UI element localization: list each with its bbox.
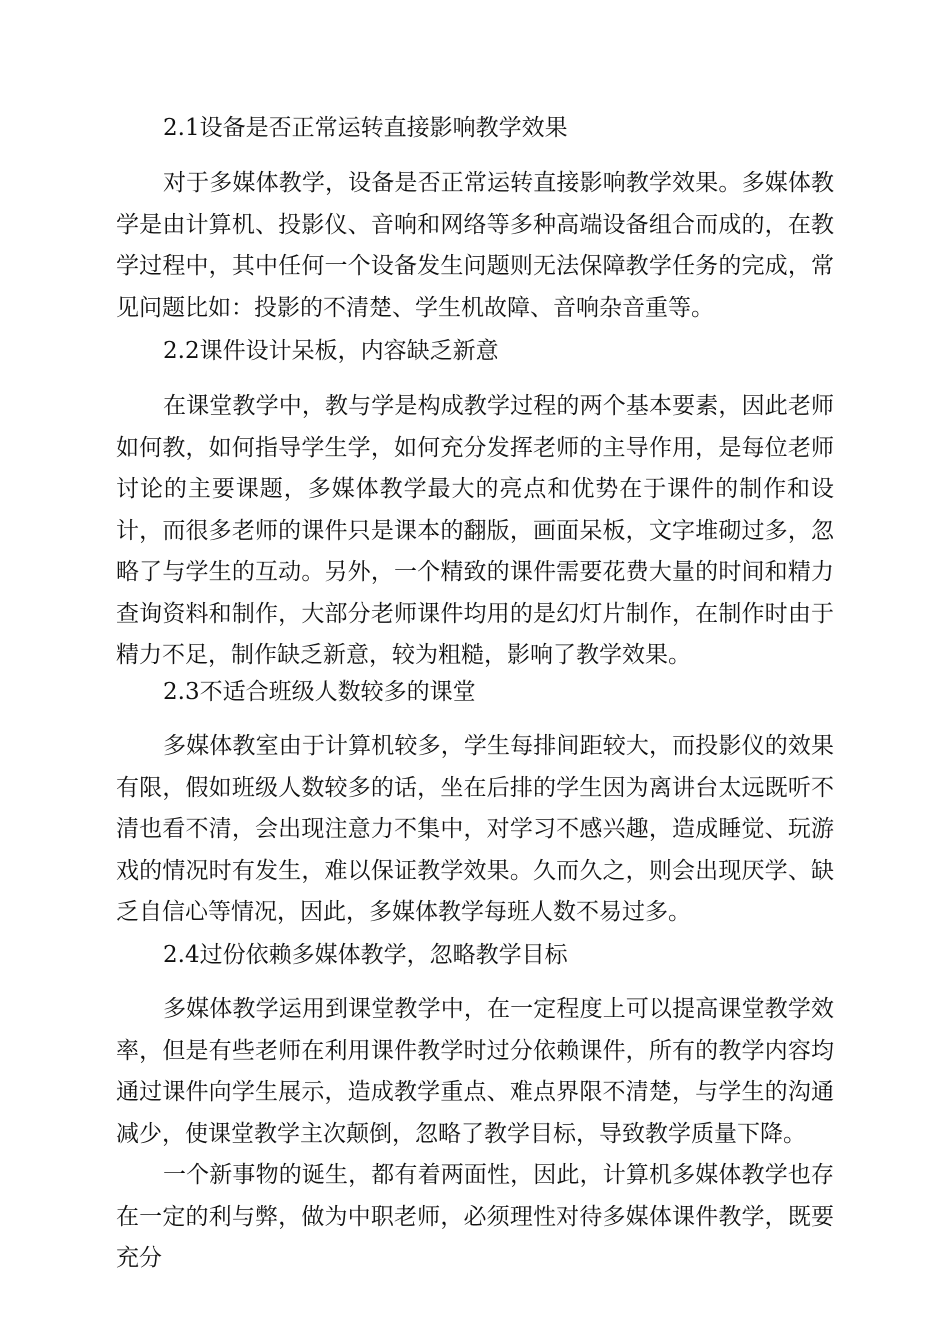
section-heading-2-1: 2.1设备是否正常运转直接影响教学效果 [163,115,568,141]
section-heading-2-3: 2.3不适合班级人数较多的课堂 [163,679,476,705]
closing-paragraph: 一个新事物的诞生，都有着两面性，因此，计算机多媒体教学也存在一定的利与弊，做为中职老师，必须理性对待多媒体课件教学，既要充分 [116,1162,834,1271]
section-paragraph-2-3: 多媒体教室由于计算机较多，学生每排间距较大，而投影仪的效果有限，假如班级人数较多的话，坐在后排的学生因为离讲台太远既听不清也看不清，会出现注意力不集中，对学习不感兴趣，造成睡觉、玩游戏的情况时有发生，难以保证教学效果。久而久之，则会出现厌学、缺乏自信心等情况，因此，多媒体教学每班人数不易过多。 [116,733,834,925]
section-paragraph-2-2: 在课堂教学中，教与学是构成教学过程的两个基本要素，因此老师如何教，如何指导学生学，如何充分发挥老师的主导作用，是每位老师讨论的主要课题，多媒体教学最大的亮点和优势在于课件的制作和设计，而很多老师的课件只是课本的翻版，画面呆板，文字堆砌过多，忽略了与学生的互动。另外，一个精致的课件需要花费大量的时间和精力查询资料和制作，大部分老师课件均用的是幻灯片制作，在制作时由于精力不足，制作缺乏新意，较为粗糙，影响了教学效果。 [116,393,834,668]
section-paragraph-2-1: 对于多媒体教学，设备是否正常运转直接影响教学效果。多媒体教学是由计算机、投影仪、音响和网络等多种高端设备组合而成的，在教学过程中，其中任何一个设备发生问题则无法保障教学任务的完成，常见问题比如：投影的不清楚、学生机故障、音响杂音重等。 [116,170,834,321]
section-heading-2-2: 2.2课件设计呆板，内容缺乏新意 [163,338,499,364]
section-heading-2-4: 2.4过份依赖多媒体教学，忽略教学目标 [163,942,568,968]
section-paragraph-2-4: 多媒体教学运用到课堂教学中，在一定程度上可以提高课堂教学效率，但是有些老师在利用课件教学时过分依赖课件，所有的教学内容均通过课件向学生展示，造成教学重点、难点界限不清楚，与学生的沟通减少，使课堂教学主次颠倒，忽略了教学目标，导致教学质量下降。 [116,996,834,1147]
